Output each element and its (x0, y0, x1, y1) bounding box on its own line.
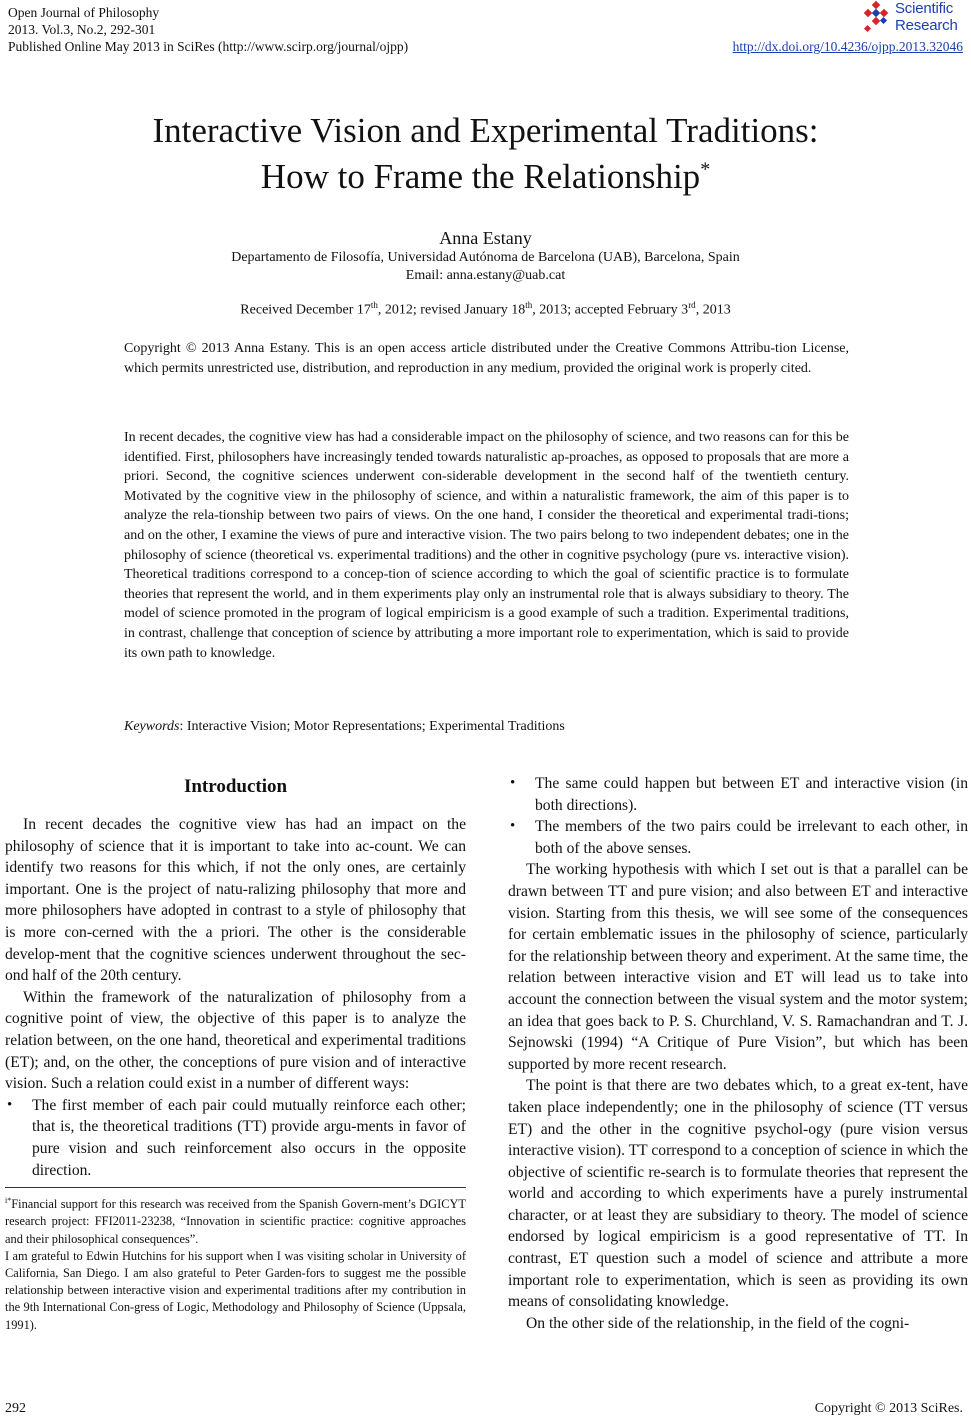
paragraph: Within the framework of the naturalization of philosophy from a cognitive point of view, the objective of this paper is to analyze the relation between, on the one hand, theoretical and experimental traditions (ET); and, on the other, the conceptions of pure vision and of interactive vision. Such a relation could exist in a number of different ways: (5, 988, 466, 1093)
paragraph: On the other side of the relationship, in the field of the cogni- (526, 1314, 910, 1332)
bullet-item: • The first member of each pair could mutually reinforce each other; that is, the theoretical traditions (TT) provide argu-ments in favor of pure vision and such reinforcement also occurs in the opposite direction. (5, 1095, 466, 1181)
copyright-notice: Copyright © 2013 Anna Estany. This is an open access article distributed under the Creative Commons Attribu-tion License, which permits unrestricted use, distribution, and reproduction in any medium, provided the original work is properly cited. (124, 341, 849, 376)
scientific-research-logo (859, 0, 959, 38)
paragraph: The working hypothesis with which I set out is that a parallel can be drawn between TT and pure vision; and also between ET and interactive vision. Starting from this thesis, we will see some of the consequences for certain emblematic issues in the philosophy of science, particularly for the relationship between theory and experiment. At the same time, the relation between interactive vision and ET will lead us to take into account the connection between the visual system and the motor system; an idea that goes back to P. S. Churchland, V. S. Ramachandran and T. J. Sejnowski (1994) “A Critique of Pure Vision”, but which has been supported by more recent research. (508, 861, 968, 1073)
footnote-divider (5, 1187, 466, 1188)
doi-link[interactable]: http://dx.doi.org/10.4236/ojpp.2013.32046 (732, 39, 963, 54)
page-number: 292 (5, 1401, 26, 1416)
logo-text: Scientific Research (895, 0, 958, 34)
bullet-list (508, 773, 968, 859)
section-title-introduction: Introduction (183, 776, 288, 797)
left-column (5, 814, 466, 1181)
bullet-list (5, 1095, 466, 1181)
logo-mark-icon (859, 0, 893, 34)
author-name: Anna Estany (439, 228, 532, 248)
paragraph: The point is that there are two debates which, to a great ex-tent, have taken place independently; one in the philosophy of science (TT versus ET) and the other in the cognitive psychol-ogy (pure vision versus interactive vision). TT correspond to a conception of science in which the objective of scientific re-search is to formulate theories that represent the world and according to which experiments have a purely instrumental character, or at least they are subsidiary to theory. The model of science endorsed by logical empiricism is a good representative of TT. In contrast, ET question such a model of science and attribute a more important role to experimentation, which is seen as providing its own means of consolidating knowledge. (508, 1077, 968, 1311)
volume-info: 2013. Vol.3, No.2, 292-301 (8, 22, 156, 37)
footnote: $^{i*}$Financial support for this research was received from the Spanish Govern-ment’s DGICYT research project: FFI2011-23238, “Innovation in scientific practice: cognitive approaches and their philosophical consequences”. I am grateful to Edwin Hutchins for his support when I was visiting scholar in University of California, San Diego. I am also grateful to Peter Garden-fors to suggest me the possible relationship between interactive vision and experimental traditions after my contribution in the 9th International Con-gress of Logic, Methodology and Philosophy of Science (Uppsala, 1991). (5, 1196, 466, 1332)
email: Email: anna.estany@uab.cat (405, 268, 566, 283)
affiliation: Departamento de Filosofía, Universidad Autónoma de Barcelona (UAB), Barcelona, Spain (231, 250, 740, 265)
bullet-item: • The same could happen but between ET and interactive vision (in both directions). (508, 773, 968, 816)
journal-name: Open Journal of Philosophy (8, 5, 160, 20)
right-column (508, 773, 968, 1334)
abstract: In recent decades, the cognitive view has had a considerable impact on the philosophy of science, and two reasons can for this be identified. First, philosophers have increasingly tended towards naturalistic ap-proaches, as opposed to proposals that are more a priori. Second, the cognitive sciences underwent con-siderable development in the second half of the twentieth century. Motivated by the cognitive view in the philosophy of science, and within a naturalistic framework, the aim of this paper is to analyze the rela-tionship between two pairs of views. On the one hand, I consider the theoretical and experimental tradi-tions; and on the other, I examine the views of pure and interactive vision. The two pairs belong to two independent debates; one in the philosophy of science (theoretical vs. experimental traditions) and the other in cognitive psychology (pure vs. interactive vision). Theoretical traditions correspond to a concep-tion of science according to which the goal of scientific practice is to formulate theories that represent the world, and in them experiments play only an instrumental role that is always subsidiary to theory. The model of science promoted in the program of logical empiricism is a good example of such a tradition. Experimental traditions, in contrast, challenge that conception of science by attributing a more important role to experimentation, which is said to provide its own path to knowledge. (124, 430, 849, 661)
paragraph: In recent decades the cognitive view has had an impact on the philosophy of science that it is important to take into ac-count. We can identify two reasons for this which, if not the only ones, are certainly important. One is the project of natu-ralizing philosophy that more and more philosophers have adopted in contrast to a style of philosophy that is more con-cerned with the a priori. The other is the considerable develop-ment that the cognitive sciences underwent throughout the sec-ond half of the 20th century. (5, 816, 466, 985)
bullet-item: • The members of the two pairs could be irrelevant to each other, in both of the above senses. (508, 816, 968, 859)
publication-info: Published Online May 2013 in SciRes (http://www.scirp.org/journal/ojpp) (8, 39, 409, 54)
keywords: Keywords: Interactive Vision; Motor Representations; Experimental Traditions (124, 719, 565, 734)
paper-title: Interactive Vision and Experimental Traditions: How to Frame the Relationship* (152, 111, 819, 196)
footer-copyright: Copyright © 2013 SciRes. (814, 1401, 963, 1416)
title-footnote-mark: * (700, 158, 711, 181)
submission-dates: Received December 17th, 2012; revised January 18th, 2013; accepted February 3rd, 2013 (240, 300, 731, 318)
